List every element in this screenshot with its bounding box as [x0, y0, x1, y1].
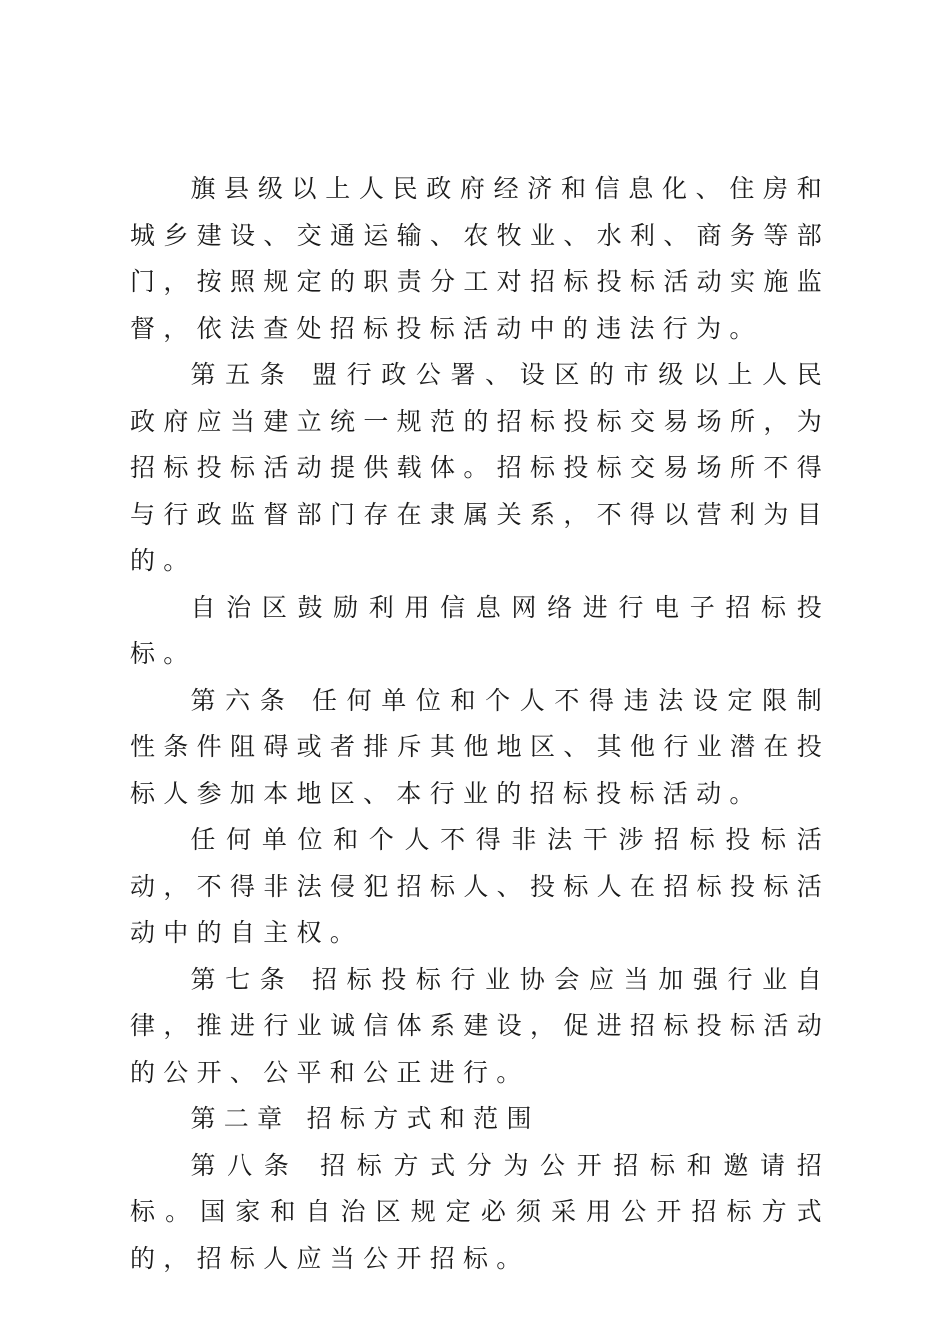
paragraph-article-8: 第八条 招标方式分为公开招标和邀请招标。国家和自治区规定必须采用公开招标方式的，招标人应当公开招标。: [130, 1150, 830, 1273]
chapter-2-heading: 第二章 招标方式和范围: [190, 1104, 540, 1133]
paragraph-electronic-bidding: 自治区鼓励利用信息网络进行电子招标投标。: [130, 592, 830, 668]
paragraph-article-7: 第七条 招标投标行业协会应当加强行业自律，推进行业诚信体系建设，促进招标投标活动的公开、公平和公正进行。: [130, 964, 830, 1087]
paragraph-no-interference: 任何单位和个人不得非法干涉招标投标活动，不得非法侵犯招标人、投标人在招标投标活动中的自主权。: [130, 825, 830, 947]
paragraph-supervision-departments: 旗县级以上人民政府经济和信息化、住房和城乡建设、交通运输、农牧业、水利、商务等部门，按照规定的职责分工对招标投标活动实施监督，依法查处招标投标活动中的违法行为。: [130, 174, 830, 343]
paragraph-article-5: 第五条 盟行政公署、设区的市级以上人民政府应当建立统一规范的招标投标交易场所，为招标投标活动提供载体。招标投标交易场所不得与行政监督部门存在隶属关系，不得以营利为目的。: [130, 360, 830, 575]
document-page: [130, 166, 830, 1282]
paragraph-article-6: 第六条 任何单位和个人不得违法设定限制性条件阻碍或者排斥其他地区、其他行业潜在投标人参加本地区、本行业的招标投标活动。: [130, 685, 830, 808]
